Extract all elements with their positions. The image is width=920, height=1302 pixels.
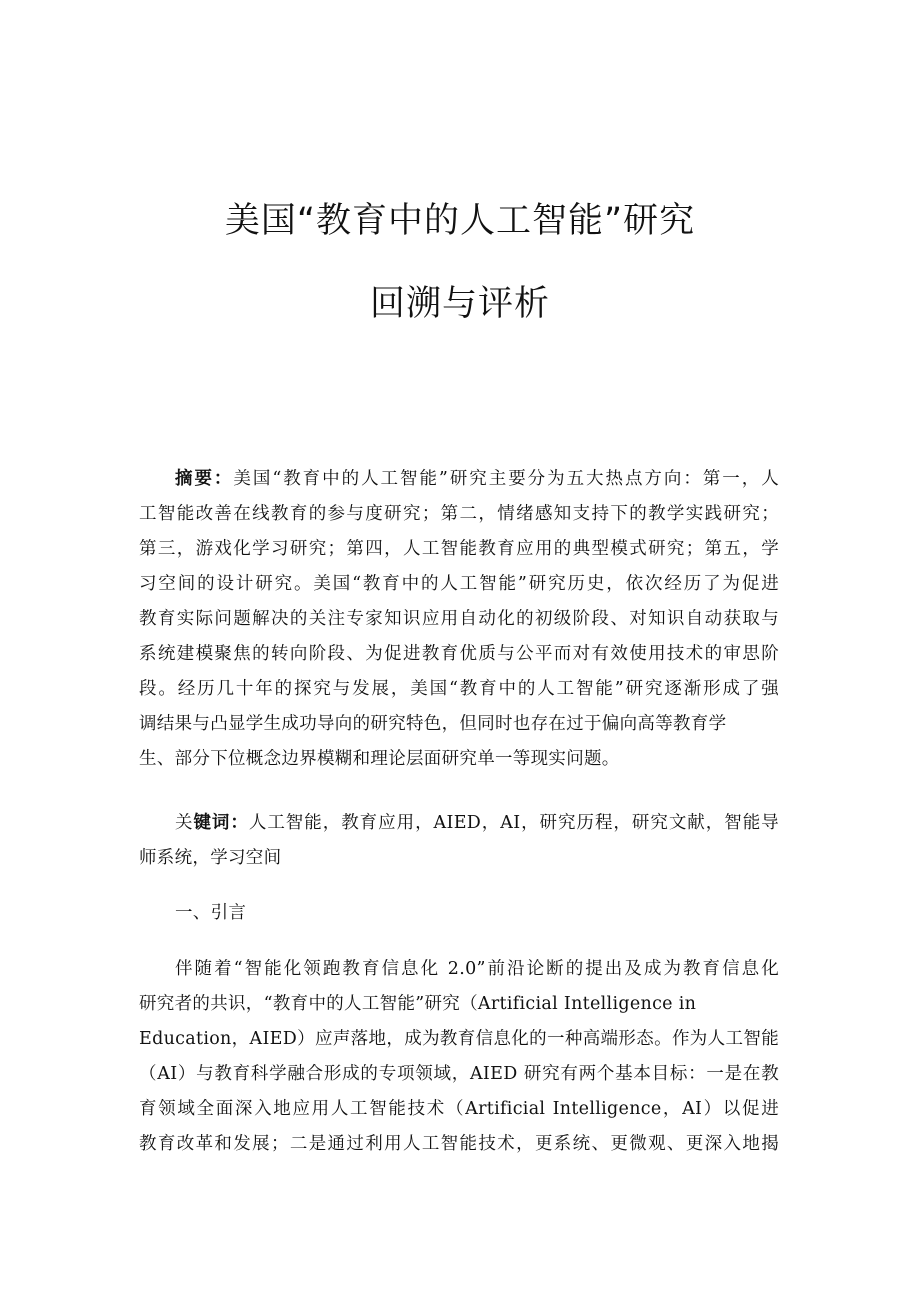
- abstract-line: 工智能改善在线教育的参与度研究；第二，情绪感知支持下的教学实践研究；: [139, 504, 779, 524]
- abstract-line: 系统建模聚焦的转向阶段、为促进教育优质与公平而对有效使用技术的审思阶: [139, 644, 779, 664]
- abstract-text: 美国“教育中的人工智能”研究主要分为五大热点方向：第一，人: [233, 469, 779, 489]
- abstract-line: 教育实际问题解决的关注专家知识应用自动化的初级阶段、对知识自动获取与: [139, 609, 779, 629]
- document-title-line-1: 美国“教育中的人工智能”研究: [224, 201, 696, 241]
- keywords-label-plain: 关: [175, 813, 194, 833]
- body-line: Education，AIED）应声落地，成为教育信息化的一种高端形态。作为人工智能: [139, 1029, 779, 1049]
- body-line: 研究者的共识，“教育中的人工智能”研究（Artificial Intelligence in: [139, 994, 697, 1014]
- keywords-line: 师系统，学习空间: [139, 848, 282, 868]
- abstract-label: 摘要：: [175, 469, 234, 489]
- section-heading: 一、引言: [175, 903, 247, 923]
- document-title-line-2: 回溯与评析: [369, 284, 550, 324]
- abstract-line: 习空间的设计研究。美国“教育中的人工智能”研究历史，依次经历了为促进: [139, 574, 779, 594]
- abstract-line: 段。经历几十年的探究与发展，美国“教育中的人工智能”研究逐渐形成了强: [139, 679, 779, 699]
- keywords-label-bold: 键词：: [193, 813, 249, 833]
- body-line: 教育改革和发展；二是通过利用人工智能技术，更系统、更微观、更深入地揭: [139, 1134, 779, 1154]
- keywords-line: [175, 812, 779, 834]
- abstract-line: 生、部分下位概念边界模糊和理论层面研究单一等现实问题。: [139, 749, 620, 769]
- body-line: 伴随着“智能化领跑教育信息化 2.0”前沿论断的提出及成为教育信息化: [175, 959, 779, 979]
- abstract-line: 第三，游戏化学习研究；第四，人工智能教育应用的典型模式研究；第五，学: [139, 539, 779, 559]
- body-line: （AI）与教育科学融合形成的专项领域，AIED 研究有两个基本目标：一是在教: [139, 1064, 779, 1084]
- abstract-line: 调结果与凸显学生成功导向的研究特色，但同时也存在过于偏向高等教育学: [139, 714, 727, 734]
- keywords-text: 人工智能，教育应用，AIED，AI，研究历程，研究文献，智能导: [248, 813, 779, 833]
- body-line: 育领域全面深入地应用人工智能技术（Artificial Intelligence，AI）以促进: [139, 1099, 779, 1119]
- abstract-line: [175, 468, 779, 490]
